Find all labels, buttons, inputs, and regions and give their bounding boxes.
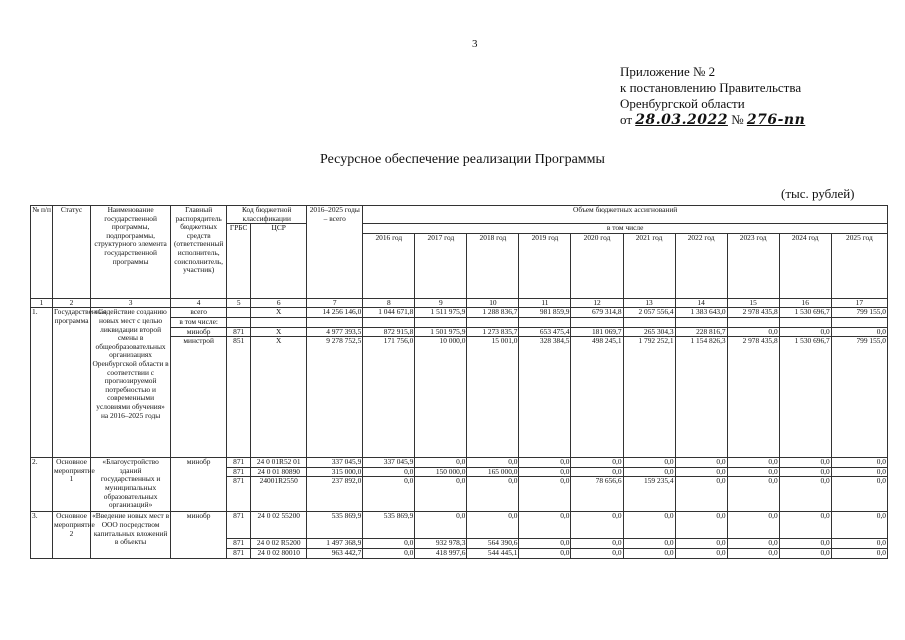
row-value: 1 154 826,3 — [675, 337, 727, 458]
row-csr: 24 0 02 80010 — [251, 548, 307, 558]
row-total: 4 977 393,5 — [307, 327, 363, 337]
row-value: 679 314,8 — [571, 308, 623, 318]
row-total: 1 497 368,9 — [307, 539, 363, 549]
row-total: 963 442,7 — [307, 548, 363, 558]
row-csr — [251, 317, 307, 327]
row-value: 0,0 — [675, 467, 727, 477]
row-value: 564 390,6 — [467, 539, 519, 549]
row-value: 0,0 — [623, 458, 675, 468]
column-number: 8 — [363, 298, 415, 308]
row-grbs — [227, 317, 251, 327]
row-value: 544 445,1 — [467, 548, 519, 558]
row-value: 981 859,9 — [519, 308, 571, 318]
table-body — [31, 206, 888, 559]
column-number: 2 — [53, 298, 91, 308]
budget-table — [30, 205, 888, 559]
row-value: 0,0 — [831, 512, 887, 539]
header-volume: Объем бюджетных ассигнований — [363, 206, 888, 224]
header-year: 2023 год — [727, 233, 779, 298]
header-year: 2024 год — [779, 233, 831, 298]
row-value — [675, 317, 727, 327]
row-value: 0,0 — [623, 467, 675, 477]
row-value: 228 816,7 — [675, 327, 727, 337]
column-number: 16 — [779, 298, 831, 308]
row-value: 0,0 — [779, 539, 831, 549]
row-value: 0,0 — [727, 539, 779, 549]
row-num: 3. — [31, 512, 53, 558]
row-value: 0,0 — [779, 458, 831, 468]
row-value: 0,0 — [519, 548, 571, 558]
header-status: Статус — [53, 206, 91, 299]
row-value: 1 273 835,7 — [467, 327, 519, 337]
row-value: 0,0 — [727, 512, 779, 539]
row-csr: 24 0 01 80890 — [251, 467, 307, 477]
row-value: 0,0 — [519, 512, 571, 539]
row-value: 872 915,8 — [363, 327, 415, 337]
row-grbs: 871 — [227, 477, 251, 512]
row-value: 10 000,0 — [415, 337, 467, 458]
header-year: 2018 год — [467, 233, 519, 298]
row-num: 2. — [31, 458, 53, 512]
row-value: 1 383 643,0 — [675, 308, 727, 318]
row-value: 0,0 — [571, 548, 623, 558]
row-value: 0,0 — [831, 327, 887, 337]
row-value: 0,0 — [519, 467, 571, 477]
row-value: 0,0 — [831, 548, 887, 558]
row-value: 799 155,0 — [831, 308, 887, 318]
row-value: 159 235,4 — [623, 477, 675, 512]
row-total: 315 000,0 — [307, 467, 363, 477]
row-value — [727, 317, 779, 327]
row-value: 0,0 — [779, 512, 831, 539]
row-total: 337 045,9 — [307, 458, 363, 468]
row-value: 1 530 696,7 — [779, 308, 831, 318]
row-value: 150 000,0 — [415, 467, 467, 477]
row-csr: X — [251, 327, 307, 337]
row-value: 0,0 — [363, 467, 415, 477]
row-value: 0,0 — [415, 512, 467, 539]
row-value: 0,0 — [571, 458, 623, 468]
row-value: 1 288 836,7 — [467, 308, 519, 318]
header-year: 2016 год — [363, 233, 415, 298]
row-value: 0,0 — [415, 458, 467, 468]
row-value — [831, 317, 887, 327]
row-value — [623, 317, 675, 327]
row-value: 653 475,4 — [519, 327, 571, 337]
row-value: 0,0 — [519, 539, 571, 549]
row-value: 0,0 — [779, 477, 831, 512]
row-manager: в том числе: — [171, 317, 227, 327]
row-csr: X — [251, 308, 307, 318]
header-year: 2021 год — [623, 233, 675, 298]
row-value: 0,0 — [675, 512, 727, 539]
header-year: 2025 год — [831, 233, 887, 298]
row-value: 498 245,1 — [571, 337, 623, 458]
units-label: (тыс. рублей) — [781, 186, 855, 201]
row-status: Государственная программа — [53, 308, 91, 458]
header-grbs: ГРБС — [227, 224, 251, 299]
row-value — [467, 317, 519, 327]
row-value: 0,0 — [363, 477, 415, 512]
appendix-line-3: Оренбургской области — [620, 96, 745, 111]
row-value: 0,0 — [831, 467, 887, 477]
header-year: 2020 год — [571, 233, 623, 298]
row-status: Основное мероприятие 1 — [53, 458, 91, 512]
appendix-line-1: Приложение № 2 — [620, 64, 716, 79]
row-total: 535 869,9 — [307, 512, 363, 539]
column-number: 17 — [831, 298, 887, 308]
header-row — [31, 206, 888, 224]
row-value — [415, 317, 467, 327]
row-manager: минобр — [171, 327, 227, 337]
row-value: 165 000,0 — [467, 467, 519, 477]
row-value: 0,0 — [727, 477, 779, 512]
row-grbs: 871 — [227, 327, 251, 337]
row-name: «Введение новых мест в ООО посредством капитальных вложений в объекты — [91, 512, 171, 558]
header-csr: ЦСР — [251, 224, 307, 299]
row-value: 0,0 — [467, 458, 519, 468]
row-value: 2 978 435,8 — [727, 337, 779, 458]
row-csr: 24 0 02 R5200 — [251, 539, 307, 549]
row-value: 0,0 — [571, 467, 623, 477]
row-value: 0,0 — [831, 477, 887, 512]
header-code: Код бюджетной классификации — [227, 206, 307, 224]
column-number: 12 — [571, 298, 623, 308]
column-number: 5 — [227, 298, 251, 308]
row-value: 0,0 — [519, 477, 571, 512]
column-number: 9 — [415, 298, 467, 308]
table-row — [31, 308, 888, 318]
number-sign: № — [731, 112, 744, 127]
row-value: 0,0 — [467, 512, 519, 539]
row-value: 418 997,6 — [415, 548, 467, 558]
row-csr: 24 0 02 55200 — [251, 512, 307, 539]
row-value: 799 155,0 — [831, 337, 887, 458]
row-total: 237 892,0 — [307, 477, 363, 512]
header-total: 2016–2025 годы – всего — [307, 206, 363, 299]
document-title: Ресурсное обеспечение реализации Программы — [320, 152, 605, 167]
row-value: 1 501 975,9 — [415, 327, 467, 337]
row-manager: минобр — [171, 512, 227, 558]
row-csr: 24 0 01R52 01 — [251, 458, 307, 468]
row-value — [779, 317, 831, 327]
row-value — [571, 317, 623, 327]
row-value: 932 978,3 — [415, 539, 467, 549]
row-csr: 24001R2550 — [251, 477, 307, 512]
row-value: 0,0 — [623, 548, 675, 558]
row-value: 337 045,9 — [363, 458, 415, 468]
row-value: 2 057 556,4 — [623, 308, 675, 318]
row-value: 328 384,5 — [519, 337, 571, 458]
appendix-block — [620, 64, 805, 128]
column-number: 13 — [623, 298, 675, 308]
row-value — [363, 317, 415, 327]
column-number: 6 — [251, 298, 307, 308]
header-name: Наименование государственной программы, подпрограммы, структурного элемента государственной программы — [91, 206, 171, 299]
column-number: 11 — [519, 298, 571, 308]
row-value: 15 001,0 — [467, 337, 519, 458]
handwritten-date: 28.03.2022 — [635, 112, 728, 128]
appendix-line-2: к постановлению Правительства — [620, 80, 802, 95]
column-number: 10 — [467, 298, 519, 308]
row-value: 0,0 — [519, 458, 571, 468]
row-value: 0,0 — [675, 548, 727, 558]
header-num: № п/п — [31, 206, 53, 299]
row-value: 181 069,7 — [571, 327, 623, 337]
row-value: 0,0 — [831, 458, 887, 468]
row-total: 9 278 752,5 — [307, 337, 363, 458]
row-name: «Благоустройство зданий государственных и муниципальных образовательных организаций» — [91, 458, 171, 512]
row-value: 1 530 696,7 — [779, 337, 831, 458]
row-name: «Содействие созданию новых мест с целью ликвидации второй смены в общеобразовательных организациях Оренбургской области в соответствии с прогнозируемой потребностью и современными условиями обучения» на 2016–2025 годы — [91, 308, 171, 458]
row-grbs: 871 — [227, 467, 251, 477]
row-value: 1 511 975,9 — [415, 308, 467, 318]
row-manager: минстрой — [171, 337, 227, 458]
row-value: 0,0 — [779, 467, 831, 477]
row-total: 14 256 146,0 — [307, 308, 363, 318]
header-year: 2022 год — [675, 233, 727, 298]
row-value: 0,0 — [675, 539, 727, 549]
row-value: 0,0 — [779, 327, 831, 337]
row-value: 0,0 — [571, 512, 623, 539]
row-value: 78 656,6 — [571, 477, 623, 512]
row-status: Основное мероприятие 2 — [53, 512, 91, 558]
table-row — [31, 458, 888, 468]
row-value: 535 869,9 — [363, 512, 415, 539]
date-prefix: от — [620, 112, 633, 127]
row-grbs: 871 — [227, 548, 251, 558]
column-number: 14 — [675, 298, 727, 308]
column-number: 15 — [727, 298, 779, 308]
row-value: 0,0 — [727, 467, 779, 477]
column-number: 7 — [307, 298, 363, 308]
header-year: 2019 год — [519, 233, 571, 298]
row-value: 0,0 — [727, 548, 779, 558]
header-incl: в том числе — [363, 224, 888, 234]
row-grbs: 871 — [227, 512, 251, 539]
row-manager: всего — [171, 308, 227, 318]
row-value: 171 756,0 — [363, 337, 415, 458]
row-grbs: 851 — [227, 337, 251, 458]
row-value: 0,0 — [363, 539, 415, 549]
row-value: 2 978 435,8 — [727, 308, 779, 318]
row-value — [519, 317, 571, 327]
row-value: 1 044 671,8 — [363, 308, 415, 318]
table-row — [31, 512, 888, 539]
row-value: 0,0 — [623, 539, 675, 549]
row-value: 0,0 — [831, 539, 887, 549]
row-value: 0,0 — [467, 477, 519, 512]
appendix-date-line — [620, 112, 805, 128]
column-number: 1 — [31, 298, 53, 308]
row-value: 0,0 — [675, 458, 727, 468]
row-value: 0,0 — [571, 539, 623, 549]
column-number: 3 — [91, 298, 171, 308]
row-csr: X — [251, 337, 307, 458]
row-value: 265 304,3 — [623, 327, 675, 337]
row-value: 0,0 — [727, 458, 779, 468]
handwritten-number: 276-пп — [746, 112, 806, 128]
row-value: 0,0 — [623, 512, 675, 539]
row-value: 0,0 — [779, 548, 831, 558]
row-manager: минобр — [171, 458, 227, 512]
row-grbs: 871 — [227, 458, 251, 468]
row-num: 1. — [31, 308, 53, 458]
row-value: 0,0 — [415, 477, 467, 512]
row-value: 0,0 — [363, 548, 415, 558]
row-value: 1 792 252,1 — [623, 337, 675, 458]
header-year: 2017 год — [415, 233, 467, 298]
column-number: 4 — [171, 298, 227, 308]
row-value: 0,0 — [727, 327, 779, 337]
page-number: 3 — [472, 38, 478, 50]
row-value: 0,0 — [675, 477, 727, 512]
row-total — [307, 317, 363, 327]
header-manager: Главный распорядитель бюджетных средств (ответственный исполнитель, соисполнитель, участник) — [171, 206, 227, 299]
row-grbs: 871 — [227, 539, 251, 549]
row-grbs — [227, 308, 251, 318]
